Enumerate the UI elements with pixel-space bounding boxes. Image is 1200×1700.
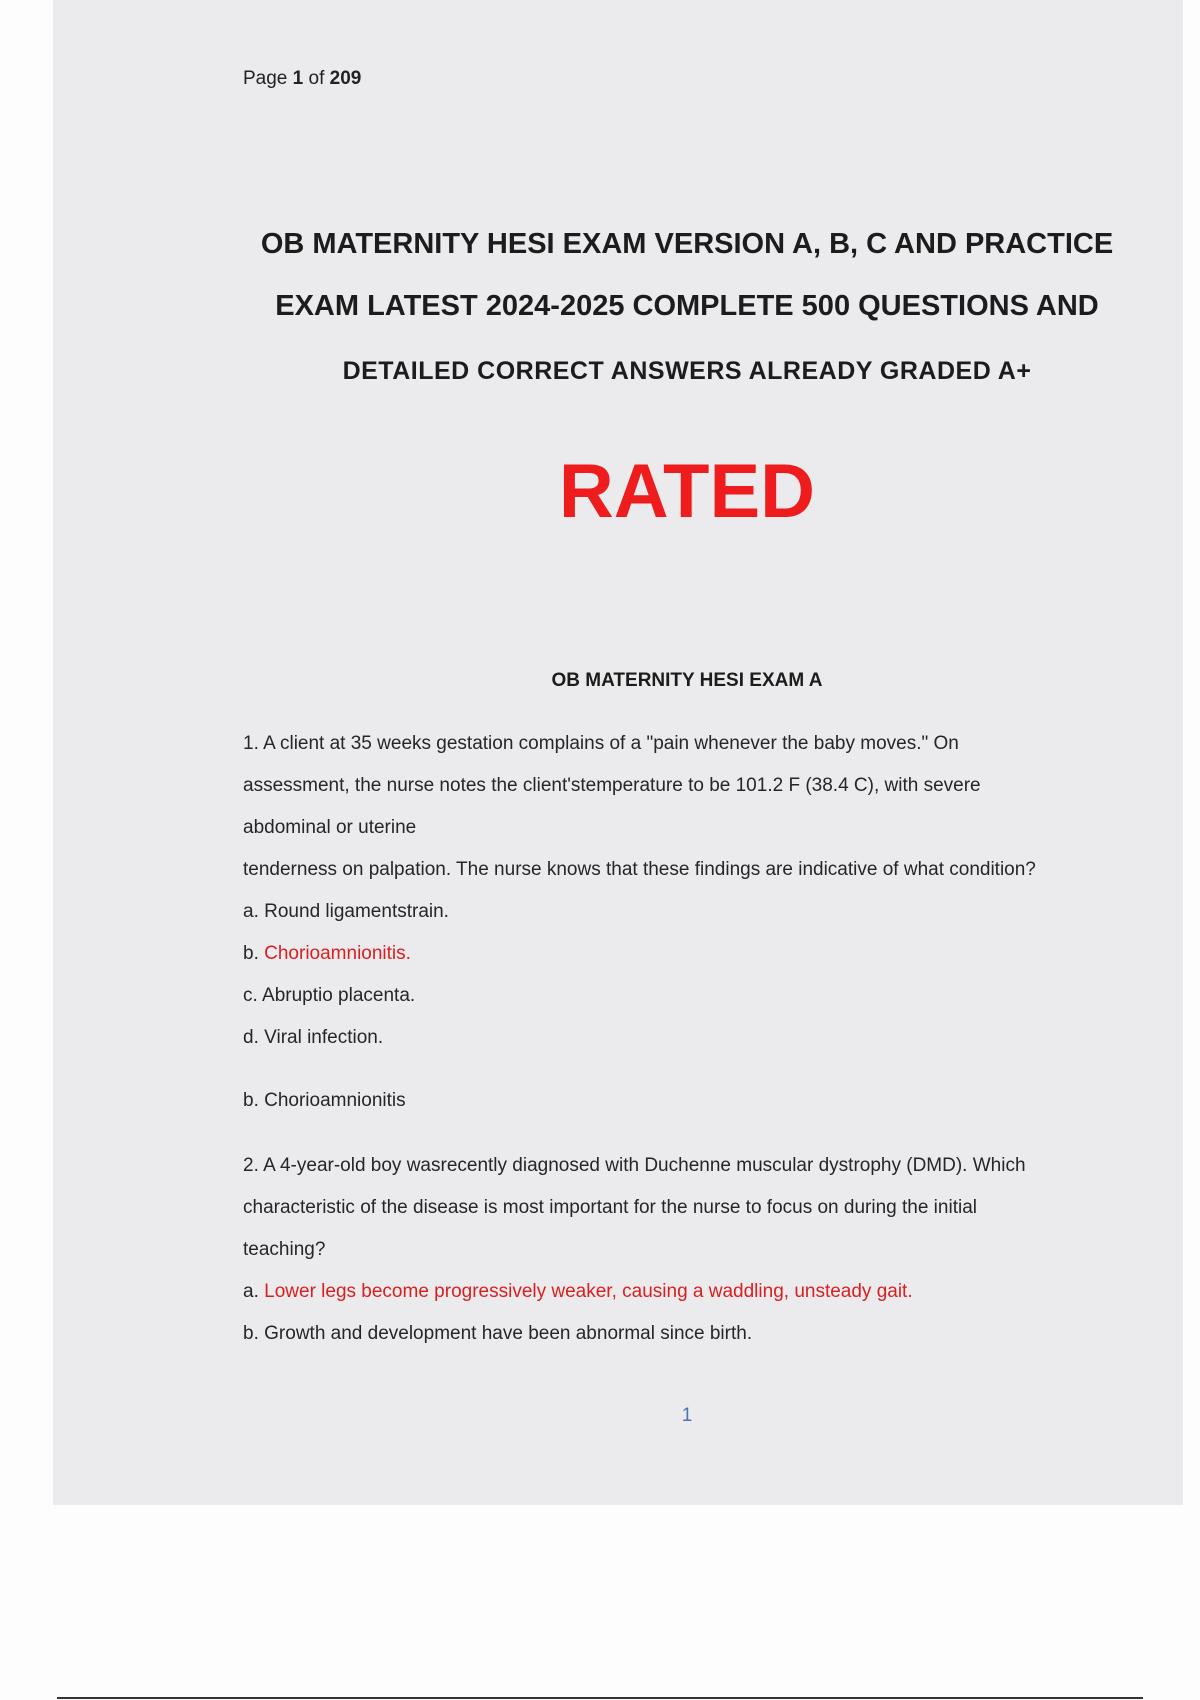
- question-1-option-d: [243, 1027, 383, 1049]
- rated-stamp: RATED: [558, 449, 816, 534]
- question-1-line-2: assessment, the nurse notes the client'stemperature to be 101.2 F (38.4 C), with severe: [243, 775, 981, 796]
- question-1-line-3: abdominal or uterine: [243, 817, 417, 838]
- option-text: Growth and development have been abnormal since birth.: [264, 1323, 753, 1344]
- option-text: Abruptio placenta.: [262, 985, 416, 1006]
- option-letter: a.: [243, 901, 259, 922]
- question-1-line-4: tenderness on palpation. The nurse knows that these findings are indicative of what condition?: [243, 859, 1036, 880]
- question-1-line-1: 1. A client at 35 weeks gestation complains of a "pain whenever the baby moves." On: [243, 733, 959, 754]
- option-text: Round ligamentstrain.: [264, 901, 449, 922]
- page-current: 1: [292, 68, 304, 89]
- option-text-correct: Chorioamnionitis.: [264, 943, 411, 964]
- page-total: 209: [329, 68, 362, 89]
- option-letter: a.: [243, 1281, 259, 1302]
- option-letter: c.: [243, 985, 258, 1006]
- document-page: [53, 0, 1183, 1505]
- page-divider: [57, 1697, 1143, 1699]
- option-text: Viral infection.: [264, 1027, 384, 1048]
- section-heading: OB MATERNITY HESI EXAM A: [551, 670, 823, 691]
- question-2-line-3: teaching?: [243, 1239, 326, 1260]
- question-2-option-b: [243, 1323, 752, 1345]
- question-1-option-b: [243, 943, 411, 965]
- option-text-correct: Lower legs become progressively weaker, causing a waddling, unsteady gait.: [264, 1281, 913, 1302]
- page-label: Page: [243, 68, 288, 89]
- question-2-line-1: 2. A 4-year-old boy wasrecently diagnosed with Duchenne muscular dystrophy (DMD). Which: [243, 1155, 1026, 1176]
- page-counter: [243, 68, 361, 90]
- question-2-option-a: [243, 1281, 913, 1303]
- page-of-label: of: [308, 68, 325, 89]
- question-1-option-c: [243, 985, 415, 1007]
- question-2-line-2: characteristic of the disease is most important for the nurse to focus on during the initial: [243, 1197, 977, 1218]
- option-letter: b.: [243, 943, 259, 964]
- question-1-answer: b. Chorioamnionitis: [243, 1090, 406, 1111]
- document-title-line-3: DETAILED CORRECT ANSWERS ALREADY GRADED A+: [342, 357, 1032, 385]
- page-footer-number: 1: [681, 1405, 693, 1426]
- question-1-option-a: [243, 901, 449, 923]
- option-letter: b.: [243, 1323, 259, 1344]
- option-letter: d.: [243, 1027, 259, 1048]
- document-title-line-2: EXAM LATEST 2024-2025 COMPLETE 500 QUESTIONS AND: [275, 290, 1099, 322]
- document-title-line-1: OB MATERNITY HESI EXAM VERSION A, B, C AND PRACTICE: [260, 228, 1114, 260]
